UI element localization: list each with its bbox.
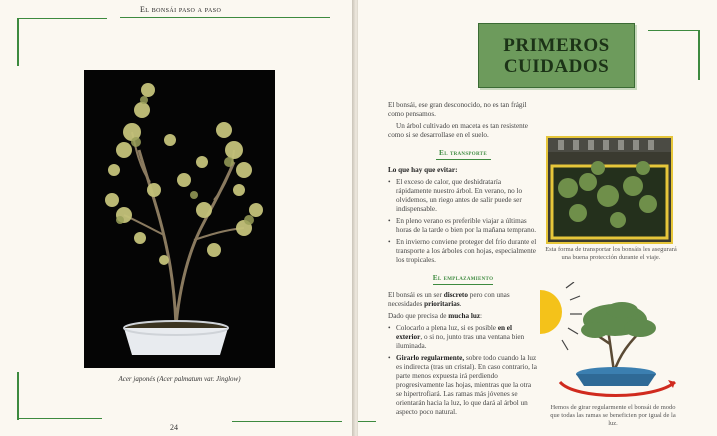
photo-caption: Acer japonés (Acer palmatum var. Jinglow) [118, 375, 241, 383]
transport-caption: Esta forma de transportar los bonsáis les asegurará una buena protección durante el viaje. [545, 246, 677, 261]
corner-mark-top-right [698, 30, 700, 80]
page-number: 24 [170, 423, 178, 432]
section-heading-location: El emplazamiento [432, 273, 494, 282]
intro-paragraph-1: El bonsái, ese gran desconocido, no es tan frágil como pensamos. [388, 101, 527, 118]
text-column [388, 101, 538, 420]
footer-rule [232, 421, 342, 422]
corner-mark-top-right-h [648, 30, 698, 31]
header-rule [120, 17, 330, 18]
acer-bonsai-illustration [84, 70, 275, 368]
right-page [358, 0, 717, 436]
footer-rule-right [358, 421, 376, 422]
transport-photo [546, 136, 673, 244]
corner-mark-top [17, 18, 19, 66]
rotating-bonsai [560, 302, 675, 396]
section-heading-transport: El transporte [439, 148, 487, 157]
plant-crate-illustration [548, 138, 671, 242]
section-underline [436, 159, 491, 160]
location-paragraph-2: Dado que precisa de mucha luz: [388, 312, 483, 320]
sun-and-bonsai-illustration [540, 282, 690, 400]
intro-paragraph-2: Un árbol cultivado en maceta es tan resistente como si se desarrollase en el suelo. [388, 122, 528, 139]
corner-mark-bottom-h [17, 418, 102, 419]
corner-mark-bottom [17, 372, 19, 420]
running-head: El bonsái paso a paso [140, 5, 222, 14]
page-title: PRIMEROS CUIDADOS [503, 34, 610, 77]
avoid-label: Lo que hay que evitar: [388, 166, 458, 174]
left-page [0, 0, 353, 436]
turn-caption: Hemos de girar regularmente el bonsái de modo que todas las ramas se beneficien por igual de la luz. [550, 404, 676, 427]
transport-bullet: • En invierno conviene proteger del frío durante el transporte a los árboles con hojas, especialmente los tropicales. [388, 238, 538, 265]
location-bullet: • Colocarlo a plena luz, si es posible en el exterior, o si no, junto tras una ventana bien iluminada. [388, 324, 538, 351]
section-underline [433, 284, 493, 285]
transport-bullet: • El exceso de calor, que deshidrataría rápidamente nuestro árbol. En verano, no lo olvidemos, un riego antes de salir puede ser indispensable. [388, 178, 538, 214]
title-box [478, 23, 635, 88]
location-bullet: • Girarlo regularmente, sobre todo cuando la luz es indirecta (tras un cristal). En caso contrario, la parte menos expuesta irá perdiendo progresivamente las hojas, mientras que la otra se hipertrofiará. Las ramas más jóvenes se orientarán hacia la luz, lo que dará al árbol un aspecto poco natural. [388, 354, 538, 417]
corner-mark-top-h [17, 18, 107, 19]
transport-bullet: • En pleno verano es preferible viajar a últimas horas de la tarde o bien por la mañana temprano. [388, 217, 538, 235]
bonsai-photo [84, 70, 275, 368]
location-paragraph-1: El bonsái es un ser discreto pero con unas necesidades prioritarias. [388, 291, 510, 308]
sun-icon [540, 282, 582, 350]
